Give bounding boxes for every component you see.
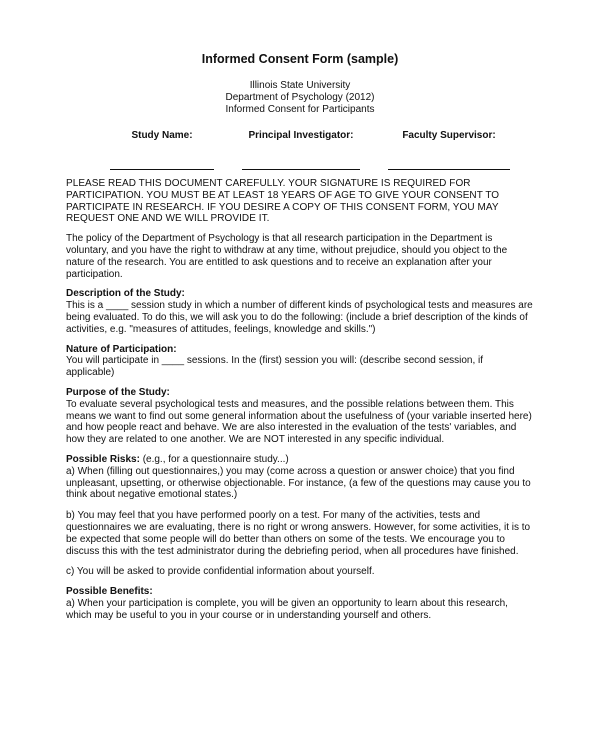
- risk-item-a: a) When (filling out questionnaires,) you may (come across a question or answer choice) that you find unpleasant, upsetting, or otherwise objectionable. For instance, (a few of the questions may cause you to think about negative emotional states.): [66, 465, 531, 501]
- benefit-item-a: a) When your participation is complete, you will be given an opportunity to learn about this research, which may be useful to you in your course or in understanding yourself and others.: [66, 597, 508, 621]
- description-section: [66, 288, 534, 335]
- notice-paragraph: PLEASE READ THIS DOCUMENT CAREFULLY. YOUR SIGNATURE IS REQUIRED FOR PARTICIPATION. YOU MUST BE AT LEAST 18 YEARS OF AGE TO GIVE YOUR CONSENT TO PARTICIPATE IN RESEARCH. IF YOU DESIRE A COPY OF THIS CONSENT FORM, YOU MAY REQUEST ONE AND WE WILL PROVIDE IT.: [66, 178, 500, 225]
- risks-heading: Possible Risks:: [66, 453, 140, 465]
- form-subtitle: Informed Consent for Participants: [225, 104, 375, 115]
- study-name-line[interactable]: [110, 141, 214, 170]
- description-heading: Description of the Study:: [66, 288, 185, 300]
- principal-investigator-line[interactable]: [242, 141, 360, 170]
- university-name: Illinois State University: [249, 80, 351, 91]
- faculty-supervisor-label: Faculty Supervisor:: [402, 130, 496, 141]
- document-title: Informed Consent Form (sample): [201, 52, 399, 66]
- principal-investigator-field[interactable]: [242, 130, 360, 170]
- purpose-heading: Purpose of the Study:: [66, 386, 170, 398]
- principal-investigator-label: Principal Investigator:: [248, 130, 354, 141]
- study-name-field[interactable]: [110, 130, 214, 170]
- risks-heading-line: [66, 454, 534, 466]
- study-name-label: Study Name:: [131, 130, 193, 141]
- risk-item-c: c) You will be asked to provide confidential information about yourself.: [66, 566, 375, 578]
- purpose-body: To evaluate several psychological tests and measures, and the possible relations between them. This means we want to find out some general information about the usefulness of (your variable inserted here) and how people react and behave. We are also interested in the evaluation of the tests' variables, and how they are related to one another. We are NOT interested in any specific individual.: [66, 398, 532, 446]
- department-name: Department of Psychology (2012): [225, 92, 375, 103]
- risk-item-b: b) You may feel that you have performed poorly on a test. For many of the activities, tests and questionnaires we are evaluating, there is no right or wrong answers. However, for some activities, it is to be expected that some people will do better than others on some of the tests. We encourage you to discuss this with the test administrator during the debriefing period, when all procedures have finished.: [66, 510, 531, 557]
- policy-paragraph: The policy of the Department of Psychology is that all research participation in the Department is voluntary, and you have the right to withdraw at any time, without prejudice, should you object to the nature of the research. You are entitled to ask questions and to receive an explanation after your participation.: [66, 233, 508, 280]
- description-body: This is a ____ session study in which a number of different kinds of psychological tests and measures are being evaluated. To do this, we will ask you to do the following: (include a brief description of the kinds of activities, e.g. "measures of attitudes, feelings, knowledge and skills."): [66, 300, 533, 335]
- nature-body: You will participate in ____ sessions. In the (first) session you will: (describe second session, if applicable): [66, 355, 484, 379]
- risks-section: [66, 454, 534, 578]
- signature-fields-row: [66, 130, 534, 170]
- nature-section: [66, 344, 534, 379]
- faculty-supervisor-field[interactable]: [388, 130, 510, 170]
- risks-heading-note: (e.g., for a questionnaire study...): [139, 453, 289, 465]
- benefits-heading: Possible Benefits:: [66, 586, 153, 598]
- faculty-supervisor-line[interactable]: [388, 141, 510, 170]
- benefits-section: [66, 586, 534, 621]
- purpose-section: [66, 387, 534, 446]
- institution-header: [66, 80, 534, 116]
- nature-heading: Nature of Participation:: [66, 343, 177, 355]
